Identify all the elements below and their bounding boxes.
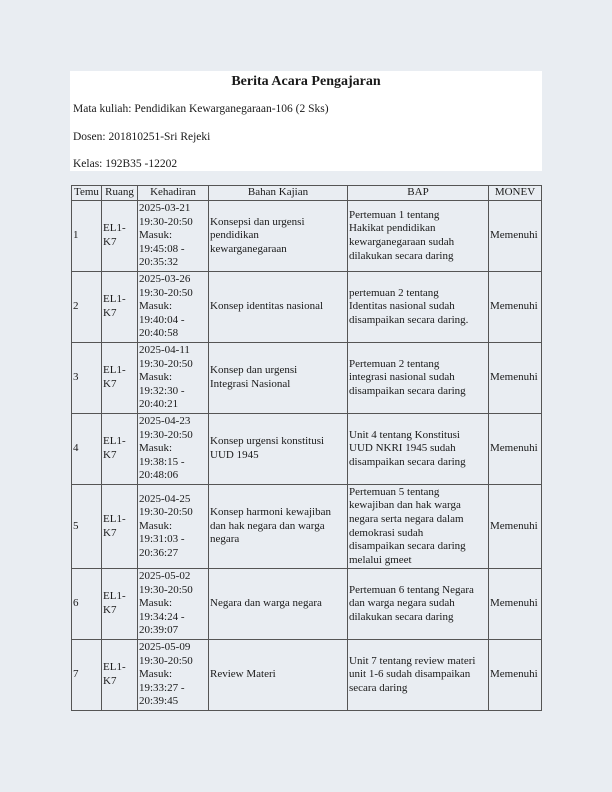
- cell-kehadiran: 2025-03-26 19:30-20:50 Masuk: 19:40:04 - 20:40:58: [138, 272, 209, 343]
- table-row: [72, 343, 542, 414]
- column-header-kehadiran: Kehadiran: [138, 186, 209, 201]
- attendance-table: [71, 185, 542, 711]
- cell-bahan-kajian: Konsep dan urgensi Integrasi Nasional: [209, 343, 348, 414]
- table-row: [72, 414, 542, 485]
- table-row: [72, 201, 542, 272]
- page-title: Berita Acara Pengajaran: [231, 74, 381, 89]
- cell-bap: Unit 7 tentang review materi unit 1-6 sudah disampaikan secara daring: [348, 640, 489, 711]
- cell-ruang: EL1- K7: [102, 201, 138, 272]
- cell-temu: 3: [72, 343, 102, 414]
- table-header-row: [72, 186, 542, 201]
- cell-bap: Pertemuan 2 tentang integrasi nasional sudah disampaikan secara daring: [348, 343, 489, 414]
- cell-monev: Memenuhi: [489, 201, 542, 272]
- cell-kehadiran: 2025-04-11 19:30-20:50 Masuk: 19:32:30 - 20:40:21: [138, 343, 209, 414]
- table-row: [72, 640, 542, 711]
- cell-kehadiran: 2025-05-02 19:30-20:50 Masuk: 19:34:24 - 20:39:07: [138, 569, 209, 640]
- cell-monev: Memenuhi: [489, 485, 542, 569]
- course-info: Mata kuliah: Pendidikan Kewarganegaraan-106 (2 Sks): [73, 103, 329, 115]
- cell-bap: pertemuan 2 tentang Identitas nasional sudah disampaikan secara daring.: [348, 272, 489, 343]
- cell-ruang: EL1- K7: [102, 414, 138, 485]
- table-row: [72, 569, 542, 640]
- cell-temu: 5: [72, 485, 102, 569]
- cell-kehadiran: 2025-04-23 19:30-20:50 Masuk: 19:38:15 - 20:48:06: [138, 414, 209, 485]
- cell-bahan-kajian: Konsep urgensi konstitusi UUD 1945: [209, 414, 348, 485]
- cell-temu: 1: [72, 201, 102, 272]
- column-header-monev: MONEV: [489, 186, 542, 201]
- cell-kehadiran: 2025-04-25 19:30-20:50 Masuk: 19:31:03 - 20:36:27: [138, 485, 209, 569]
- cell-ruang: EL1- K7: [102, 343, 138, 414]
- cell-ruang: EL1- K7: [102, 272, 138, 343]
- cell-bap: Unit 4 tentang Konstitusi UUD NKRI 1945 sudah disampaikan secara daring: [348, 414, 489, 485]
- cell-temu: 7: [72, 640, 102, 711]
- column-header-bap: BAP: [348, 186, 489, 201]
- cell-temu: 4: [72, 414, 102, 485]
- cell-bap: Pertemuan 6 tentang Negara dan warga negara sudah dilakukan secara daring: [348, 569, 489, 640]
- cell-temu: 6: [72, 569, 102, 640]
- cell-monev: Memenuhi: [489, 569, 542, 640]
- cell-monev: Memenuhi: [489, 272, 542, 343]
- column-header-ruang: Ruang: [102, 186, 138, 201]
- cell-bahan-kajian: Konsepsi dan urgensi pendidikan kewarganegaraan: [209, 201, 348, 272]
- cell-bahan-kajian: Negara dan warga negara: [209, 569, 348, 640]
- cell-monev: Memenuhi: [489, 343, 542, 414]
- cell-bahan-kajian: Konsep identitas nasional: [209, 272, 348, 343]
- cell-ruang: EL1- K7: [102, 485, 138, 569]
- column-header-bahan-kajian: Bahan Kajian: [209, 186, 348, 201]
- cell-kehadiran: 2025-03-21 19:30-20:50 Masuk: 19:45:08 - 20:35:32: [138, 201, 209, 272]
- cell-bap: Pertemuan 1 tentang Hakikat pendidikan kewarganegaraan sudah dilakukan secara daring: [348, 201, 489, 272]
- table-row: [72, 272, 542, 343]
- cell-ruang: EL1- K7: [102, 640, 138, 711]
- cell-temu: 2: [72, 272, 102, 343]
- cell-bahan-kajian: Review Materi: [209, 640, 348, 711]
- cell-bahan-kajian: Konsep harmoni kewajiban dan hak negara dan warga negara: [209, 485, 348, 569]
- cell-monev: Memenuhi: [489, 414, 542, 485]
- cell-monev: Memenuhi: [489, 640, 542, 711]
- class-info: Kelas: 192B35 -12202: [73, 158, 178, 170]
- lecturer-info: Dosen: 201810251-Sri Rejeki: [73, 131, 211, 143]
- cell-ruang: EL1- K7: [102, 569, 138, 640]
- cell-kehadiran: 2025-05-09 19:30-20:50 Masuk: 19:33:27 - 20:39:45: [138, 640, 209, 711]
- column-header-temu: Temu: [72, 186, 102, 201]
- table-row: [72, 485, 542, 569]
- document-header: [70, 71, 542, 171]
- cell-bap: Pertemuan 5 tentang kewajiban dan hak warga negara serta negara dalam demokrasi sudah disampaikan secara daring melalui gmeet: [348, 485, 489, 569]
